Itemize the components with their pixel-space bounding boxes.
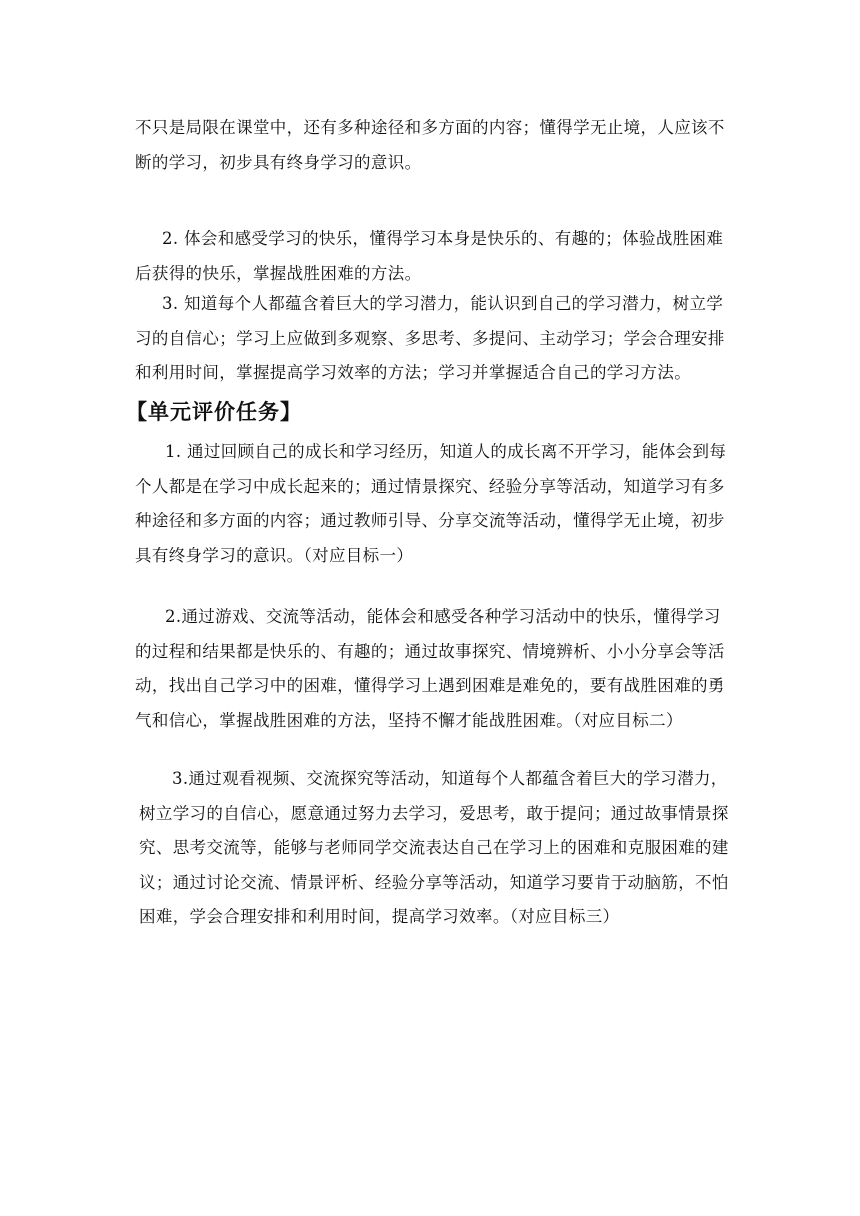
section-heading-unit-evaluation-tasks: 【单元评价任务】 — [126, 400, 302, 424]
paragraph-task-3: 3.通过观看视频、交流探究等活动，知道每个人都蕴含着巨大的学习潜力，树立学习的自信心，愿意通过努力去学习，爱思考，敢于提问；通过故事情景探究、思考交流等，能够与老师同学交流表达自己在学习上的困难和克服困难的建议；通过讨论交流、情景评析、经验分享等活动，知道学习要肯于动脑筋，不怕困难，学会合理安排和利用时间，提高学习效率。（对应目标三） — [139, 769, 729, 927]
paragraph-objective-2: 2. 体会和感受学习的快乐，懂得学习本身是快乐的、有趣的；体验战胜困难后获得的快乐，掌握战胜困难的方法。 — [135, 229, 724, 283]
paragraph-task-1: 1. 通过回顾自己的成长和学习经历，知道人的成长离不开学习，能体会到每个人都是在学习中成长起来的；通过情景探究、经验分享等活动，知道学习有多种途径和多方面的内容；通过教师引导、分享交流等活动，懂得学无止境，初步具有终身学习的意识。（对应目标一） — [135, 442, 727, 565]
paragraph-task-2: 2.通过游戏、交流等活动，能体会和感受各种学习活动中的快乐，懂得学习的过程和结果都是快乐的、有趣的；通过故事探究、情境辨析、小小分享会等活动，找出自己学习中的困难，懂得学习上遇到困难是难免的，要有战胜困难的勇气和信心，掌握战胜困难的方法，坚持不懈才能战胜困难。（对应目标二） — [135, 607, 725, 730]
paragraph-objective-3: 3. 知道每个人都蕴含着巨大的学习潜力，能认识到自己的学习潜力，树立学习的自信心；学习上应做到多观察、多思考、多提问、主动学习；学会合理安排和利用时间，掌握提高学习效率的方法；学习并掌握适合自己的学习方法。 — [135, 294, 725, 383]
paragraph-objective-1-continued: 不只是局限在课堂中，还有多种途径和多方面的内容；懂得学无止境，人应该不断的学习，初步具有终身学习的意识。 — [135, 118, 725, 172]
